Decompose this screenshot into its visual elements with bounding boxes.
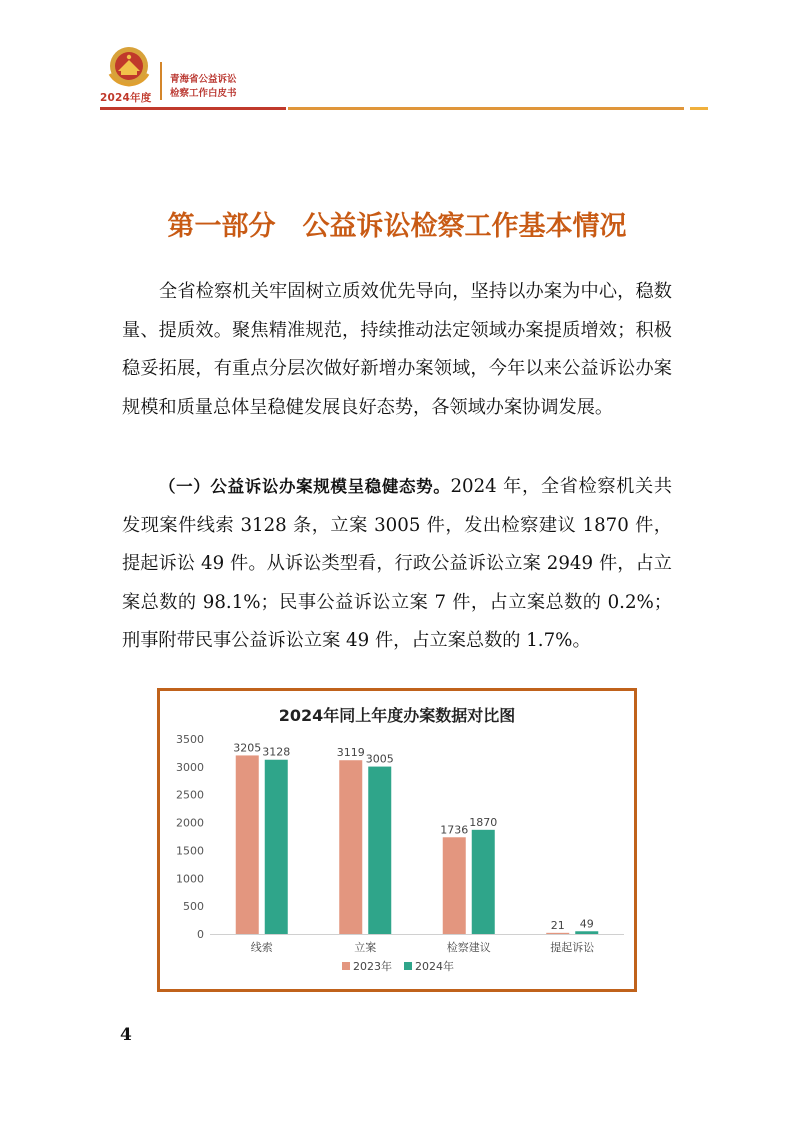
header-title-line2: 检察工作白皮书: [170, 88, 237, 99]
paragraph-body: 2024 年，全省检察机关共发现案件线索 3128 条，立案 3005 件，发出检察建议 1870 件，提起诉讼 49 件。从诉讼类型看，行政公益诉讼立案 2949 件，占立案总数的 98.1%；民事公益诉讼立案 7 件，占立案总数的 0.2%；刑事附带民事公益诉讼立案 49 件，占立案总数的 1.7%。: [122, 476, 673, 651]
data-label: 1870: [469, 815, 498, 829]
data-label: 3128: [262, 745, 291, 759]
data-label: 3205: [233, 741, 262, 755]
header-rule-red: [100, 107, 286, 110]
data-label: 3005: [365, 752, 394, 766]
bar-curr: [265, 760, 288, 934]
bar-chart: [160, 691, 634, 989]
legend-label: 2024年: [415, 960, 454, 973]
national-emblem-icon: [104, 44, 154, 88]
x-tick-label: 检察建议: [446, 941, 491, 954]
data-label: 21: [550, 918, 565, 932]
header-rule-orange: [288, 107, 684, 110]
y-tick-label: 500: [183, 900, 204, 914]
legend-swatch: [404, 962, 412, 970]
bar-prev: [443, 837, 466, 934]
bar-curr: [472, 830, 495, 934]
legend-label: 2023年: [353, 960, 392, 973]
page-number: 4: [120, 1025, 132, 1045]
bar-prev: [546, 933, 569, 934]
y-tick-label: 3500: [176, 733, 204, 746]
x-tick-label: 提起诉讼: [550, 941, 595, 954]
y-tick-label: 2500: [176, 788, 204, 802]
bar-prev: [339, 760, 362, 934]
bar-curr: [368, 767, 391, 934]
x-tick-label: 线索: [250, 941, 273, 954]
x-tick-label: 立案: [354, 941, 377, 954]
section-title: 第一部分 公益诉讼检察工作基本情况: [167, 211, 627, 242]
data-label: 1736: [440, 823, 469, 837]
header-title-line1: 青海省公益诉讼: [170, 74, 237, 85]
chart-frame: [157, 688, 637, 992]
y-tick-label: 0: [197, 928, 204, 941]
y-tick-label: 1500: [176, 844, 204, 858]
y-tick-label: 2000: [176, 816, 204, 830]
paragraph-case-scale: [122, 468, 672, 661]
y-tick-label: 3000: [176, 760, 204, 774]
bar-curr: [575, 931, 598, 934]
data-label: 3119: [336, 746, 365, 760]
legend-swatch: [342, 962, 350, 970]
chart-title: 2024年同上年度办案数据对比图: [278, 706, 516, 725]
header-rule-gold: [690, 107, 708, 110]
y-tick-label: 1000: [176, 872, 204, 886]
header-year: 2024年度: [100, 92, 152, 104]
paragraph-intro: 全省检察机关牢固树立质效优先导向，坚持以办案为中心，稳数量、提质效。聚焦精准规范，持续推动法定领域办案提质增效；积极稳妥拓展，有重点分层次做好新增办案领域，今年以来公益诉讼办案规模和质量总体呈稳健发展良好态势，各领域办案协调发展。: [122, 281, 672, 418]
bar-prev: [236, 755, 259, 934]
paragraph-lead: （一）公益诉讼办案规模呈稳健态势。: [159, 477, 451, 496]
header-divider: [160, 62, 162, 100]
data-label: 49: [579, 917, 594, 931]
